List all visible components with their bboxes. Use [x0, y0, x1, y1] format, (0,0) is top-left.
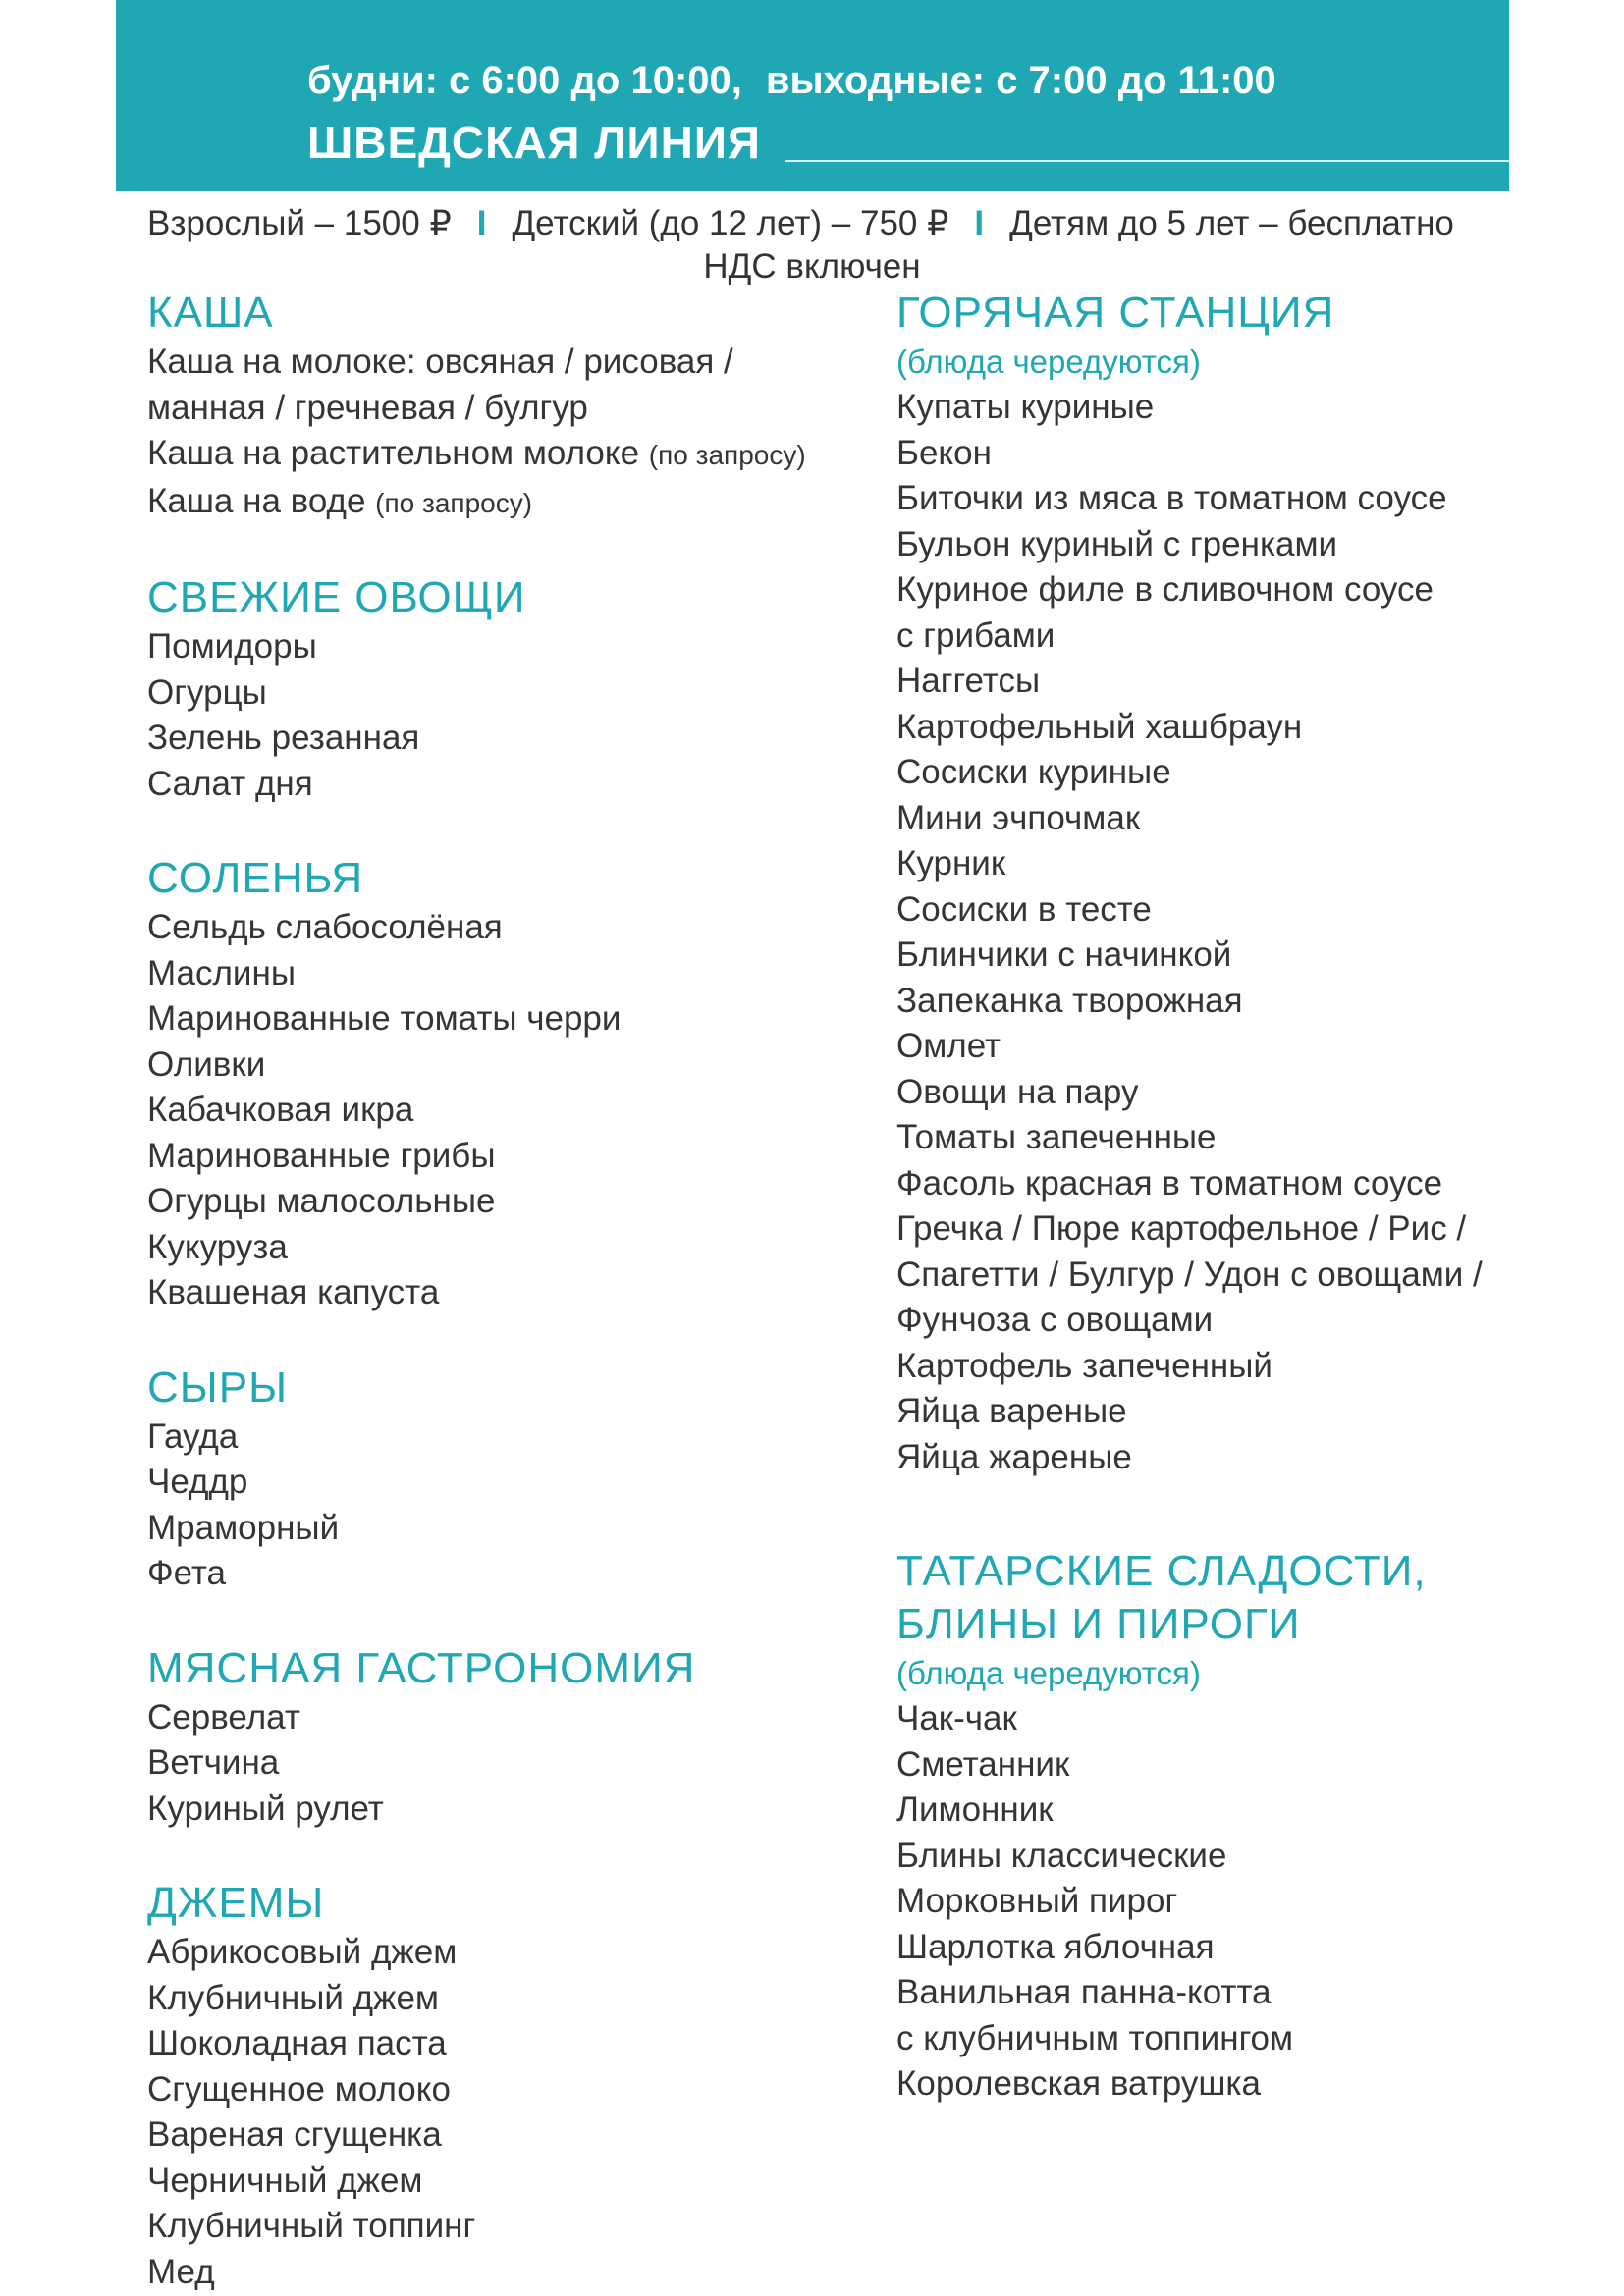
section-title: СОЛЕНЬЯ	[147, 854, 364, 902]
section-title: ГОРЯЧАЯ СТАНЦИЯ	[896, 289, 1335, 337]
right-column	[896, 287, 1544, 2108]
menu-item: Лимонник	[896, 1790, 1054, 1829]
menu-item: Оливки	[147, 1044, 266, 1084]
section-pickles	[147, 852, 874, 1316]
section-title-line1: ТАТАРСКИЕ СЛАДОСТИ,	[896, 1547, 1427, 1595]
section-meat	[147, 1642, 874, 1833]
menu-item: Купаты куриные	[896, 388, 1155, 426]
page-title: ШВЕДСКАЯ ЛИНИЯ	[307, 117, 761, 168]
menu-item: Ветчина	[147, 1743, 280, 1782]
menu-item-label: Каша на воде	[147, 481, 366, 520]
menu-item: манная / гречневая / булгур	[147, 388, 588, 427]
menu-item: Блинчики с начинкой	[896, 935, 1232, 974]
menu-item: Сосиски в тесте	[896, 889, 1152, 929]
menu-item: Фунчоза с овощами	[896, 1301, 1214, 1339]
menu-item: Гречка / Пюре картофельное / Рис /	[896, 1209, 1467, 1248]
menu-item: Ванильная панна-котта	[896, 1973, 1272, 2011]
menu-item: Яйца вареные	[896, 1392, 1127, 1430]
menu-item: Квашеная капуста	[147, 1273, 440, 1311]
price-separator: I	[476, 204, 487, 242]
menu-item: Запеканка творожная	[896, 981, 1243, 1020]
menu-item: Маринованные томаты черри	[147, 999, 622, 1038]
menu-item: Мраморный	[147, 1508, 340, 1547]
menu-item: Кукуруза	[147, 1227, 288, 1266]
menu-item: Бекон	[896, 433, 992, 472]
menu-item: Биточки из мяса в томатном соусе	[896, 479, 1447, 517]
menu-item: Курник	[896, 844, 1006, 882]
menu-item-label: Каша на растительном молоке	[147, 434, 640, 472]
menu-item: Томаты запеченные	[896, 1118, 1217, 1156]
menu-item: Черничный джем	[147, 2161, 423, 2200]
section-title: КАША	[147, 289, 274, 337]
price-line	[147, 204, 1483, 243]
menu-item: Абрикосовый джем	[147, 1933, 458, 1971]
menu-item: Каша на молоке: овсяная / рисовая /	[147, 343, 733, 381]
hours-weekdays: будни: с 6:00 до 10:00,	[307, 59, 742, 102]
item-list	[896, 385, 1544, 1480]
menu-item: Чак-чак	[896, 1699, 1017, 1737]
price-adult: Взрослый – 1500 ₽	[147, 204, 452, 242]
item-list	[147, 1695, 874, 1833]
menu-item: Мини эчпочмак	[896, 798, 1141, 837]
menu-item: Сгущенное молоко	[147, 2069, 451, 2109]
menu-item: Чеддр	[147, 1463, 248, 1501]
menu-item: Сервелат	[147, 1697, 300, 1736]
rotation-note: (блюда чередуются)	[896, 1655, 1201, 1691]
menu-item: Гауда	[147, 1416, 239, 1456]
item-list	[147, 340, 874, 526]
item-list	[896, 1696, 1544, 2108]
item-list	[147, 624, 874, 807]
on-request-note: (по запросу)	[648, 440, 806, 470]
menu-item: Сметанник	[896, 1744, 1070, 1784]
section-tatar-sweets	[896, 1545, 1544, 2108]
section-title-line2: БЛИНЫ И ПИРОГИ	[896, 1600, 1301, 1648]
menu-item: Овощи на пару	[896, 1072, 1139, 1111]
menu-item: с грибами	[896, 615, 1056, 655]
vat-note: НДС включен	[703, 247, 921, 286]
left-column	[147, 287, 874, 2295]
menu-item: Клубничный джем	[147, 1978, 439, 2017]
menu-item: Яйца жареные	[896, 1437, 1132, 1476]
section-title: СЫРЫ	[147, 1362, 289, 1412]
menu-item: Клубничный топпинг	[147, 2207, 476, 2245]
menu-item: Мед	[147, 2252, 215, 2291]
menu-item: Морковный пирог	[896, 1882, 1178, 1920]
on-request-note: (по запросу)	[375, 487, 533, 518]
menu-item: Помидоры	[147, 627, 317, 666]
menu-item	[147, 431, 874, 479]
price-under5: Детям до 5 лет – бесплатно	[1009, 204, 1454, 242]
menu-item: Фета	[147, 1554, 227, 1592]
menu-item: Огурцы малосольные	[147, 1182, 496, 1220]
item-list	[147, 905, 874, 1316]
hours-weekend: выходные: с 7:00 до 11:00	[765, 59, 1276, 102]
menu-item: Куриное филе в сливочном соусе	[896, 570, 1434, 609]
menu-item: Королевская ватрушка	[896, 2064, 1261, 2103]
menu-item: Шарлотка яблочная	[896, 1927, 1215, 1966]
menu-item: Маринованные грибы	[147, 1136, 496, 1175]
header-banner	[116, 0, 1509, 191]
menu-item: Картофельный хашбраун	[896, 707, 1303, 746]
item-list	[147, 1930, 874, 2295]
menu-item: Сосиски куриные	[896, 753, 1171, 791]
section-cheeses	[147, 1362, 874, 1597]
section-hot-station	[896, 287, 1544, 1480]
menu-item: с клубничным топпингом	[896, 2018, 1294, 2057]
section-title: МЯСНАЯ ГАСТРОНОМИЯ	[147, 1643, 696, 1692]
item-list	[147, 1415, 874, 1597]
rotation-note: (блюда чередуются)	[896, 344, 1201, 380]
price-child: Детский (до 12 лет) – 750 ₽	[512, 204, 949, 242]
section-title: СВЕЖИЕ ОВОЩИ	[147, 573, 526, 621]
menu-item: Маслины	[147, 953, 296, 992]
section-porridge	[147, 287, 874, 526]
menu-item: Блины классические	[896, 1836, 1227, 1875]
section-vegetables	[147, 571, 874, 807]
menu-item: Фасоль красная в томатном соусе	[896, 1163, 1443, 1202]
menu-item: Шоколадная паста	[147, 2024, 447, 2062]
menu-item: Наггетсы	[896, 662, 1041, 700]
section-title: ДЖЕМЫ	[147, 1879, 325, 1927]
menu-item: Спагетти / Булгур / Удон с овощами /	[896, 1255, 1483, 1294]
menu-item: Куриный рулет	[147, 1789, 384, 1828]
menu-item: Кабачковая икра	[147, 1091, 414, 1129]
menu-item	[147, 479, 874, 527]
menu-item: Зелень резанная	[147, 719, 420, 757]
title-divider	[785, 160, 1559, 162]
menu-item: Омлет	[896, 1027, 1001, 1065]
menu-item: Сельдь слабосолёная	[147, 908, 503, 946]
menu-item: Вареная сгущенка	[147, 2115, 442, 2154]
opening-hours	[307, 59, 1276, 103]
price-separator: I	[974, 204, 985, 242]
menu-item: Бульон куриный с гренками	[896, 524, 1338, 563]
menu-item: Салат дня	[147, 764, 313, 803]
section-jams	[147, 1877, 874, 2295]
menu-item: Огурцы	[147, 672, 267, 712]
menu-item: Картофель запеченный	[896, 1346, 1272, 1385]
